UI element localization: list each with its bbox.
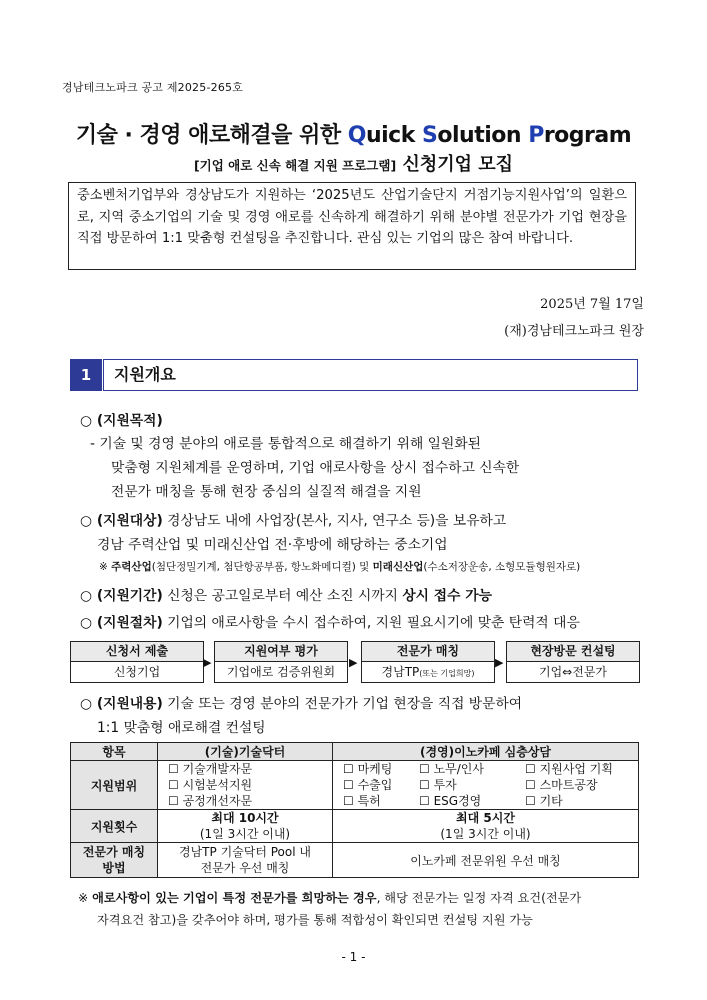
step-head: 전문가 매칭 (362, 642, 494, 662)
checkbox-item: ☐ 수출입 (343, 778, 393, 792)
page-title: 기술 · 경영 애로해결을 위한 Quick Solution Program (75, 123, 632, 148)
step-box (214, 641, 348, 683)
mgmt-match-cell: 이노카페 전문위원 우선 매칭 (333, 843, 639, 878)
step-value: 기업애로 검증위원회 (226, 665, 336, 679)
tech-scope-cell (158, 761, 333, 810)
tech-match-cell: 경남TP 기술닥터 Pool 내 전문가 우선 매칭 (158, 843, 333, 878)
row-label: 지원횟수 (71, 810, 158, 843)
tech-count: 최대 10시간 (211, 810, 279, 825)
section-number: 1 (70, 359, 102, 391)
issuer: (재)경남테크노파크 원장 (504, 324, 644, 339)
page-number: - 1 - (341, 950, 366, 964)
notice-number: 경남테크노파크 공고 제2025-265호 (62, 81, 244, 94)
target-line: 경남 주력산업 및 미래신산업 전·후방에 해당하는 중소기업 (97, 537, 448, 553)
checkbox-item: ☐ 특허 (343, 794, 381, 808)
procedure-line: ○ (지원절차) 기업의 애로사항을 수시 접수하여, 지원 필요시기에 맞춘 탄력적 대응 (80, 615, 580, 631)
step-box (506, 641, 640, 683)
target-line: ○ (지원대상) 경상남도 내에 사업장(본사, 지사, 연구소 등)을 보유하고 (80, 513, 507, 529)
mgmt-count-note: (1일 3시간 이내) (440, 826, 531, 841)
tech-count-cell (158, 810, 333, 843)
step-value: 기업⇔전문가 (538, 665, 607, 679)
checkbox-item: ☐ 노무/인사 (419, 762, 484, 776)
checkbox-item: ☐ ESG경영 (419, 794, 482, 808)
footnote-continued: 자격요건 참고)을 갖추어야 하며, 평가를 통해 적합성이 확인되면 컨설팅 지원 가능 (97, 913, 533, 927)
step-box (70, 641, 204, 683)
arrow-icon: ▶ (495, 656, 504, 669)
mgmt-count: 최대 5시간 (456, 810, 515, 825)
period-line: ○ (지원기간) 신청은 공고일로부터 예산 소진 시까지 상시 접수 가능 (80, 588, 492, 604)
announcement-date: 2025년 7월 17일 (540, 297, 644, 312)
checkbox-item: ☐ 기타 (525, 794, 563, 808)
step-value: 경남TP(또는 기업희망) (381, 665, 475, 679)
checkbox-item: ☐ 마케팅 (343, 762, 393, 776)
footnote: ※ 애로사항이 있는 기업이 특정 전문가를 희망하는 경우, 해당 전문가는 일정 자격 요건(전문가 (78, 891, 582, 905)
tech-count-note: (1일 3시간 이내) (199, 826, 291, 841)
checkbox-item: ☐ 스마트공장 (525, 778, 598, 792)
section-title: 지원개요 (103, 359, 638, 391)
checkbox-item: ☐ 기술개발자문 (168, 762, 253, 776)
step-box (361, 641, 495, 683)
purpose-label: ○ (지원목적) (80, 413, 163, 429)
purpose-line: - 기술 및 경영 분야의 애로를 통합적으로 해결하기 위해 일원화된 (90, 436, 481, 452)
step-head: 지원여부 평가 (215, 642, 347, 662)
arrow-icon: ▶ (203, 656, 212, 669)
checkbox-item: ☐ 투자 (419, 778, 457, 792)
content-line: 1:1 맞춤형 애로해결 컨설팅 (97, 720, 266, 736)
table-header: (경영)이노카페 심층상담 (333, 743, 639, 761)
purpose-line: 맞춤형 지원체계를 운영하며, 기업 애로사항을 상시 접수하고 신속한 (111, 460, 520, 476)
table-header: 항목 (71, 743, 158, 761)
support-table (70, 742, 639, 878)
intro-box: 중소벤처기업부와 경상남도가 지원하는 ‘2025년도 산업기술단지 거점기능지원사업’의 일환으로, 지역 중소기업의 기술 및 경영 애로를 신속하게 해결하기 위해 분야별 전문가가 기업 현장을 직접 방문하여 1:1 맞춤형 컨설팅을 추진합니다. 관심 있는 기업의 많은 참여 바랍니다. (68, 182, 636, 270)
arrow-icon: ▶ (349, 656, 358, 669)
checkbox-item: ☐ 시험분석지원 (168, 778, 253, 792)
mgmt-scope-cell (333, 761, 639, 810)
step-value: 신청기업 (113, 665, 161, 679)
target-note: ※ 주력산업(첨단정밀기계, 첨단항공부품, 항노화메디컬) 및 미래신산업(수소저장운송, 소형모듈형원자로) (99, 561, 581, 573)
step-head: 현장방문 컨설팅 (507, 642, 639, 662)
row-label: 전문가 매칭 방법 (71, 843, 158, 878)
table-header: (기술)기술닥터 (158, 743, 333, 761)
purpose-line: 전문가 매칭을 통해 현장 중심의 실질적 해결을 지원 (111, 484, 422, 500)
checkbox-item: ☐ 공정개선자문 (168, 794, 253, 808)
mgmt-count-cell (333, 810, 639, 843)
content-line: ○ (지원내용) 기술 또는 경영 분야의 전문가가 기업 현장을 직접 방문하여 (80, 696, 523, 712)
step-head: 신청서 제출 (71, 642, 203, 662)
checkbox-item: ☐ 지원사업 기획 (525, 762, 613, 776)
page-subtitle: [기업 애로 신속 해결 지원 프로그램] 신청기업 모집 (193, 154, 514, 175)
row-label: 지원범위 (71, 761, 158, 810)
